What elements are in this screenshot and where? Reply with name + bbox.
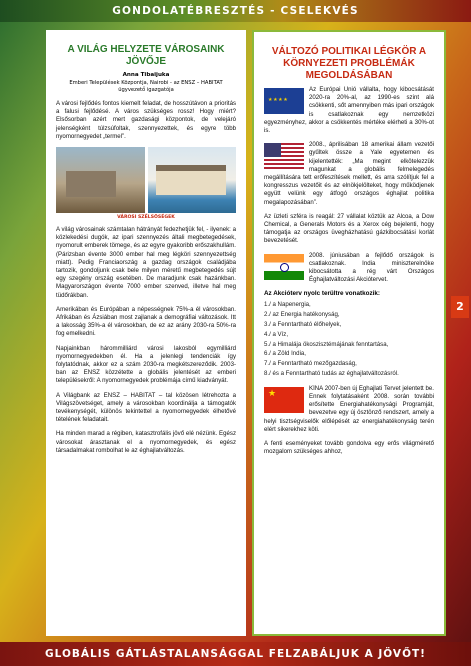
author-name: Anna Tibaijuka [122,72,170,78]
left-paragraph-5: A Világbank az ENSZ – HABITAT – tal közösen létrehozta a Világszövetséget, amely a városokban koordinálja a támogatók tevékenységét, különös tekintettel a nyomornegyedek élhetővé tételének feladatait. [56,391,236,424]
list-item: 2./ az Energia hatékonyság, [264,311,340,319]
author-affiliation: Emberi Települések Központja, Nairobi - az ENSZ – HABITAT ügyvezető igazgatója [69,80,223,93]
list-item: 3./ a Fenntartható élőhelyek, [264,321,342,329]
left-article [46,30,246,636]
right-title: VÁLTOZÓ POLITIKAI LÉGKÖR A KÖRNYEZETI PROBLÉMÁK MEGOLDÁSÁBAN [271,46,427,81]
list-item: 6./ a Zöld India, [264,350,307,358]
left-paragraph-1: A városi fejlődés fontos kiemelt feladat, de hosszútávon a prioritás a falusi fejlődésé. A város szükséges rossz! Hogy miért? Elsősorban azért mert gazdasági központok, de velejáró jelenségként túlzsúfoltak, szennyezettek, és egyre több nyomornegyedet „termel”. [56,100,236,140]
eu-block [264,86,434,135]
list-item: 4./ a Víz, [264,330,289,338]
right-paragraph-6: A fenti eseményeket tovább gondolva egy erős világmérető mozgalom szükséges ahhoz, [264,440,434,456]
us-flag-icon [264,143,304,169]
action-plan-heading: Az Akcióterv nyolc terültre vonatkozik: [264,290,380,298]
right-paragraph-3: Az üzleti szféra is reagál: 27 vállalat köztük az Alcoa, a Dow Chemical, a Generals Motors és a Xerox cég bejelenti, hogy támogatja az országos üvegházhatású gázkibocsátási korlát bevezetését. [264,212,434,245]
slum-photo [56,147,145,213]
photo-caption: VÁROSI SZÉLSŐSÉGEK [117,215,175,221]
china-flag-icon [264,387,304,413]
left-paragraph-6: Ha minden marad a régiben, katasztrofális jövő elé nézünk. Egész városokat árasztanak el a nyomornegyedek, és egész társadalmakat rombolhat le az éghajlatváltozás. [56,430,236,454]
left-paragraph-2: A világ városainak számtalan hátrányát fedezhetjük fel, - ilyenek: a közlekedési dugók, az ipari szennyezés általi megbetegedések, nyomorult emberek tömege, és az egyre gyakoribb erőszakhullám. (Párizsban évente 3000 ember hal meg légköri szennyezettség miatt). Pedig Franciaország a gazdag országok családjába tartozik, gondoljunk csak bele milyen méretű megbetegedés sújt egy szegény ország esetében. De maradjunk csak hazánkban. Magyarországon évente 7000 ember szenved, illetve hal meg tüdőrákban. [56,226,236,299]
photo-pair [56,147,236,213]
right-paragraph-2: 2008., áprilisában 18 amerikai állam vezetői gyűltek össze a Yale egyetemen és kijelentették: „Ma megint elkötelezzük magunkat a globális felmelegedés megállítására tett erőfeszítések mellett, és arra szólítjuk fel a kongresszus vezetőit és az elnökjelölteket, hogy működjenek együtt velünk egy átfogó országos éghajlat politika megalapozásában”. [264,141,434,206]
us-block [264,141,434,207]
list-item: 8./ és a Fenntartható tudás az éghajlatváltozásról. [264,370,399,378]
right-paragraph-1: Az Európai Unió vállalta, hogy kibocsátását 2020-ra 20%-al, az 1990-es szint alá csökkenti, sőt amennyiben más ipari országok is csatlakoznak egy nemzetközi egyezményhez, akkor a csökkentés mértéke elérheti a 30%-ot is. [264,86,434,135]
india-flag-icon [264,254,304,280]
left-title: A VILÁG HELYZETE VÁROSAINK JÖVŐJE [67,44,225,67]
china-block [264,385,434,434]
india-block [264,252,434,285]
left-paragraph-4: Napjainkban hárommilliárd városi lakosból egymilliárd nyomornegyedekben él. Ha a jelenlegi tendenciák így folytatódnak, akkor ez a szám 2030-ra megkétszereződik. 2003-ban az ENSZ közzétette a globális jelentését az emberi településekről: A nyomornegyedek problémája című kiadványát. [56,344,236,385]
right-article [252,30,446,636]
right-paragraph-5: KÍNA 2007-ben új Éghajlati Tervet jelentett be. Ennek folytatásaként 2008. során további erősítette Energiahatékonysági Programját, bevezetve egy új ösztönző rendszert, amely a helyi tisztségviselők előlépését az energiahatékonyság terén elért sikerekhez köti. [264,384,434,433]
list-item: 7./ a Fenntartható mezőgazdaság, [264,360,357,368]
action-plan-list [264,300,434,378]
list-item: 5./ a Himalája ökoszisztémájának fenntartása, [264,340,389,348]
left-paragraph-3: Amerikában és Európában a népességnek 75%-a él városokban. Afrikában és Ázsiában most zajlanak a demográfiai változások. Itt a lakosság 35%-a él városokban, de ez az arány 2030-ra 50%-ra fog emelkedni. [56,305,236,338]
header-banner: GONDOLATÉBRESZTÉS - CSELEKVÉS [0,0,471,22]
right-paragraph-4: 2008. júniusában a fejlődő országok is csatlakoznak. India miniszterelnöke kibocsátotta a rég várt Országos Éghajlatváltozási Akciótervet. [309,251,434,284]
eu-flag-icon [264,88,304,114]
page-number: 2 [451,296,469,318]
footer-banner: GLOBÁLIS GÁTLÁSTALANSÁGGAL FELZABÁLJUK A JÖVŐT! [0,642,471,666]
list-item: 1./ a Napenergia, [264,301,311,309]
luxury-villa-photo [148,147,237,213]
